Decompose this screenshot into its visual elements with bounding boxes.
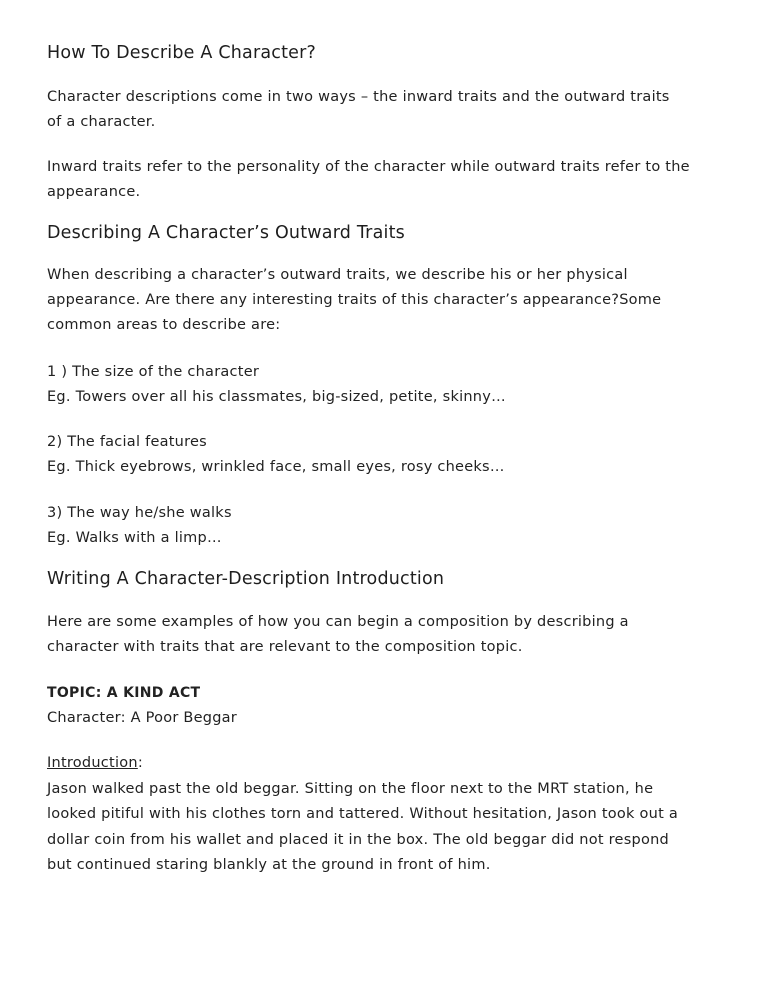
paragraph-line: Inward traits refer to the personality of the character while outward traits refer to the [47, 159, 690, 175]
topic-label: TOPIC: A KIND ACT [47, 685, 201, 701]
introduction-body-line: looked pitiful with his clothes torn and tattered. Without hesitation, Jason took out a [47, 806, 678, 822]
paragraph-line: appearance. Are there any interesting traits of this character’s appearance?Some [47, 292, 662, 308]
list-item-title: 3) The way he/she walks [47, 505, 232, 521]
introduction-body-line: dollar coin from his wallet and placed it in the box. The old beggar did not respond [47, 832, 669, 848]
character-label: Character: A Poor Beggar [47, 710, 238, 726]
paragraph-line: appearance. [47, 184, 141, 200]
introduction-label-line [47, 751, 727, 776]
introduction-label: Introduction [47, 755, 138, 771]
heading-how-to-describe: How To Describe A Character? [47, 43, 317, 63]
paragraph-line: character with traits that are relevant to the composition topic. [47, 639, 523, 655]
heading-writing-introduction: Writing A Character-Description Introduction [47, 569, 445, 589]
introduction-body-line: Jason walked past the old beggar. Sitting on the floor next to the MRT station, he [47, 781, 654, 797]
paragraph-line: Here are some examples of how you can begin a composition by describing a [47, 614, 629, 630]
paragraph-line: Character descriptions come in two ways – the inward traits and the outward traits [47, 89, 670, 105]
introduction-body-line: but continued staring blankly at the ground in front of him. [47, 857, 491, 873]
list-item-example: Eg. Towers over all his classmates, big-sized, petite, skinny… [47, 389, 506, 405]
paragraph-line: of a character. [47, 114, 156, 130]
paragraph-line: common areas to describe are: [47, 317, 281, 333]
list-item-title: 1 ) The size of the character [47, 364, 260, 380]
heading-outward-traits: Describing A Character’s Outward Traits [47, 223, 405, 243]
paragraph-line: When describing a character’s outward traits, we describe his or her physical [47, 267, 628, 283]
introduction-colon: : [137, 755, 143, 771]
list-item-example: Eg. Walks with a limp… [47, 530, 222, 546]
list-item-title: 2) The facial features [47, 434, 207, 450]
list-item-example: Eg. Thick eyebrows, wrinkled face, small eyes, rosy cheeks… [47, 459, 505, 475]
